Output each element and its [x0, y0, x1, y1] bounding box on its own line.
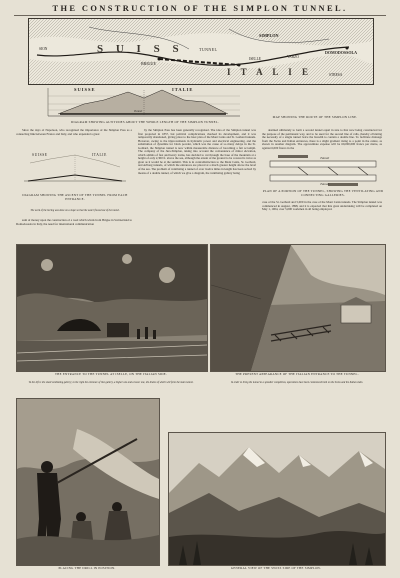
- photo-italian-entrance-drawing: [211, 245, 385, 371]
- photo-iselle-entrance: [16, 244, 208, 372]
- profile-label-tunnel: Tunnel: [134, 109, 143, 113]
- map-label-domodossola: DOMODOSSOLA: [325, 50, 358, 55]
- photo2-caption: THE PRESENT APPEARANCE OF THE ITALIAN ENTRANCE TO THE TUNNEL.: [235, 372, 359, 376]
- photo2-subcaption: In order to bring the tunnel to a speedier completion, operations have been commenced both on the Swiss and the Italian sides.: [230, 381, 364, 384]
- profile-label-right: ITALIE: [172, 87, 194, 92]
- title-rule: [14, 15, 386, 16]
- map-label-varzo: VARZO: [287, 55, 299, 59]
- profile-caption: DIAGRAM SHOWING ALTITUDES ABOUT THE WHOLE LENGTH OF THE SIMPLON TUNNEL.: [71, 120, 219, 124]
- map-label-brigue: BRIGUE: [141, 61, 156, 66]
- article-col2-para1: by the Simplon Pass has been generally recognised. The idea of the Simplon tunnel was first projected in 1857, but political complications checked its development, and it was temporarily abandoned, giving place to the later plan of the Mont Cenis and St. Gothard tunnels. However, owing to the improvements in hydraulic power and electrical engineering, and the substitution of dynamite for black powder, which was the cause of so many delays in the St. Gothard, the Simplon tunnel is now within measurable distance of becoming a fait accompli. The company of the Jura-Simplon, taking into account the convenience of minor elevation, which admits of fast and heavy trains, has decided to cut through the base of the mountain at a height of only 2,300 ft. above the sea, although the extent of the ground to be covered is twice as great as it would be at the summit. This is in contradistinction to the Mont Cenis, St. Gothard, and Arlberg tunnels, of which the entrances are placed at a much greater height above the level of the sea. The problem of ventilating a tunnel of over twelve miles in length has been solved by means of a double tunnel, of which we give a diagram, the ventilating gallery being: [138, 129, 256, 175]
- map-label-simplon: SIMPLON: [259, 33, 279, 38]
- plan-diagram: [268, 153, 378, 189]
- map-label-tunnel: TUNNEL: [199, 47, 218, 52]
- photo-swiss-side-drawing: [169, 433, 385, 565]
- article-col3-bottom: [262, 201, 382, 239]
- altitude-profile: [44, 86, 244, 120]
- plan-label-top: Tunnel: [320, 156, 330, 160]
- map-label-iselle: ISELLE: [249, 57, 261, 61]
- map-label-italy: I T A L I E: [227, 67, 312, 77]
- article-col1-bottom: [16, 219, 132, 237]
- page-title: THE CONSTRUCTION OF THE SIMPLON TUNNEL.: [52, 4, 348, 13]
- plan-label-bottom: Tunnel: [320, 182, 330, 186]
- map-label-swiss: S U I S S: [97, 43, 184, 55]
- profile-label-left: SUISSE: [74, 87, 96, 92]
- ascent-label-right: ITALIE: [92, 153, 107, 157]
- ascent-caption: DIAGRAM SHOWING THE ASCENT OF THE TUNNEL FROM EACH ENTRANCE.: [22, 193, 128, 201]
- ascent-label-left: SUISSE: [32, 153, 48, 157]
- photo-italian-entrance: [210, 244, 386, 372]
- photo-swiss-side: [168, 432, 386, 566]
- article-col1-top: [16, 129, 132, 152]
- photo-placing-drill: [16, 398, 160, 566]
- article-col3-para1: destined ultimately to form a second tunnel equal in size to that now being constructed for the purpose of the permanent way, and to be used for the second line of rails, thereby obviating the necessity of a single tunnel twice the breadth to contain a double line. To facilitate drainage from the Swiss and Italian entrances, there is a slight gradient rising to a point in the centre, as shown in another diagram. The approximate expense will be 69,000,000 francs per metre, as against 6,000 francs in the: [262, 129, 382, 150]
- photo-placing-drill-drawing: [17, 399, 159, 565]
- photo1-caption: THE ENTRANCE TO THE TUNNEL AT ISELLE, ON THE ITALIAN SIDE.: [55, 372, 167, 376]
- article-col1-para1: Since the days of Napoleon, who recognised the importance of the Simplon Pass as a connecting link between France and Italy, and who expended a great: [16, 129, 132, 136]
- article-col3-para2: case of the St. Gothard and 5,000 in the case of the Mont Cenis tunnels. The Simplon tunnel was commenced in August, 1898, and it is expected that this great undertaking will be completed on May 1, 1904, over 5,000 workmen in all being employed.: [262, 201, 382, 212]
- map-caption: MAP SHOWING THE ROUTE OF THE SIMPLON LINE.: [272, 115, 358, 119]
- plan-caption: PLAN OF A PORTION OF THE TUNNEL, SHOWING THE VENTILATING AND CONNECTING GALLERIES.: [262, 189, 384, 197]
- ascent-diagram-drawing: [20, 153, 130, 185]
- photo3-caption: PLACING THE DRILL IN POSITION.: [58, 566, 116, 570]
- route-map: [28, 18, 374, 85]
- photo4-caption: GENERAL VIEW OF THE SWISS SIDE OF THE SIMPLON.: [230, 566, 322, 570]
- photo-iselle-entrance-drawing: [17, 245, 207, 371]
- map-label-stresa: STRESA: [329, 73, 343, 77]
- ascent-subcaption: The work of the boring was done on a slope so that the water flowed out of the tunnel.: [30, 209, 120, 212]
- article-col2: [138, 129, 256, 240]
- photo1-subcaption: To the left is the small ventilating gallery; to the right the entrance of line gallery, a higher one and a lower one, the drains of which will form the main tunnel.: [28, 381, 194, 384]
- article-col3-top: [262, 129, 382, 151]
- article-col1-para2: sum of money upon the construction of a road which winds from Brigue in Switzerland to Domodossola in Italy, the need for international communication: [16, 219, 132, 226]
- ascent-diagram: [20, 153, 130, 185]
- map-label-sion: SION: [39, 47, 48, 51]
